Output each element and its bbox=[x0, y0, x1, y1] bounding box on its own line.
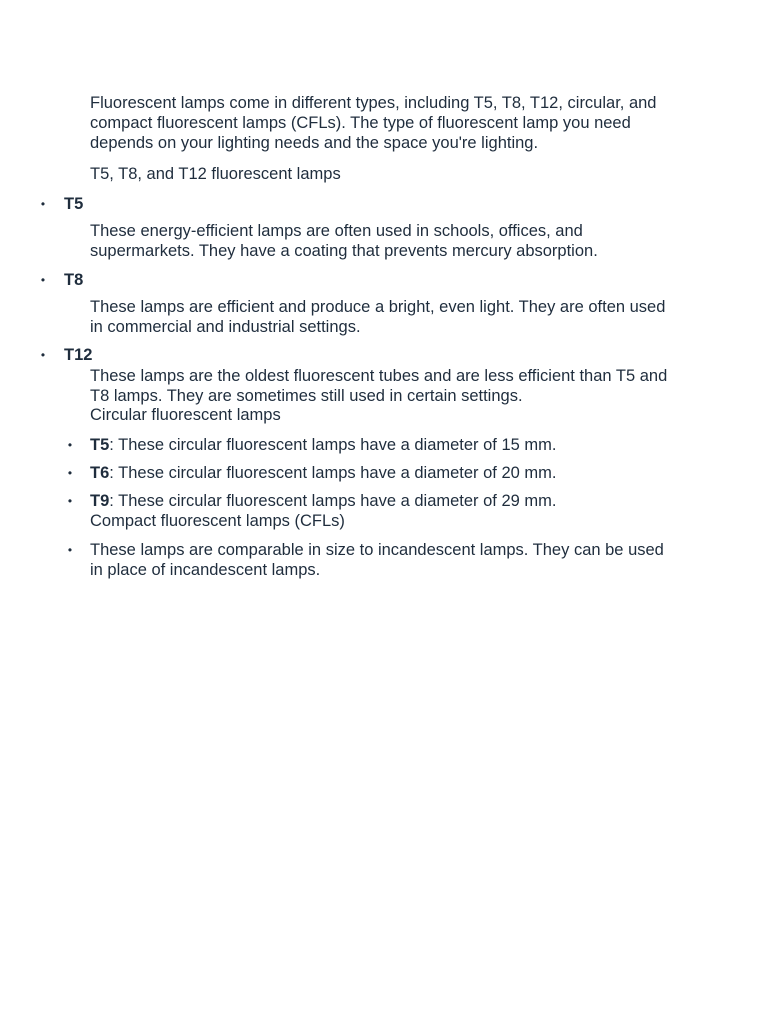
description-t8: These lamps are efficient and produce a bright, even light. They are often used in commercial and industrial settings. bbox=[90, 298, 666, 336]
description-t5: These energy-efficient lamps are often used in schools, offices, and supermarkets. They have a coating that prevents mercury absorption. bbox=[90, 222, 598, 260]
circular-term-t5: T5 bbox=[90, 436, 110, 454]
bullet-icon: • bbox=[40, 197, 46, 211]
bullet-icon: • bbox=[67, 543, 73, 557]
linear-lamps-heading: T5, T8, and T12 fluorescent lamps bbox=[90, 165, 341, 183]
bullet-icon: • bbox=[40, 348, 46, 362]
cfl-heading: Compact fluorescent lamps (CFLs) bbox=[90, 512, 345, 530]
term-t5: T5 bbox=[64, 195, 84, 213]
circular-term-t6: T6 bbox=[90, 464, 110, 482]
circular-text-t9: : These circular fluorescent lamps have a diameter of 29 mm. bbox=[109, 492, 557, 510]
circular-item-t6 bbox=[90, 463, 680, 483]
circular-text-t5: : These circular fluorescent lamps have a diameter of 15 mm. bbox=[109, 436, 557, 454]
circular-term-t9: T9 bbox=[90, 492, 110, 510]
circular-lamps-heading: Circular fluorescent lamps bbox=[90, 406, 281, 424]
cfl-item: These lamps are comparable in size to incandescent lamps. They can be used in place of incandescent lamps. bbox=[90, 541, 664, 579]
bullet-icon: • bbox=[40, 273, 46, 287]
term-t12: T12 bbox=[64, 346, 93, 364]
term-t8: T8 bbox=[64, 271, 84, 289]
circular-text-t6: : These circular fluorescent lamps have a diameter of 20 mm. bbox=[109, 464, 557, 482]
bullet-icon: • bbox=[67, 494, 73, 508]
bullet-icon: • bbox=[67, 438, 73, 452]
description-t12: These lamps are the oldest fluorescent tubes and are less efficient than T5 and T8 lamps. They are sometimes still used in certain settings. bbox=[90, 367, 668, 405]
circular-item-t9 bbox=[90, 491, 680, 511]
circular-item-t5 bbox=[90, 435, 680, 455]
intro-paragraph: Fluorescent lamps come in different types, including T5, T8, T12, circular, and compact fluorescent lamps (CFLs). The type of fluorescent lamp you need depends on your lighting needs and the space you're lighting. bbox=[90, 94, 657, 152]
bullet-icon: • bbox=[67, 466, 73, 480]
